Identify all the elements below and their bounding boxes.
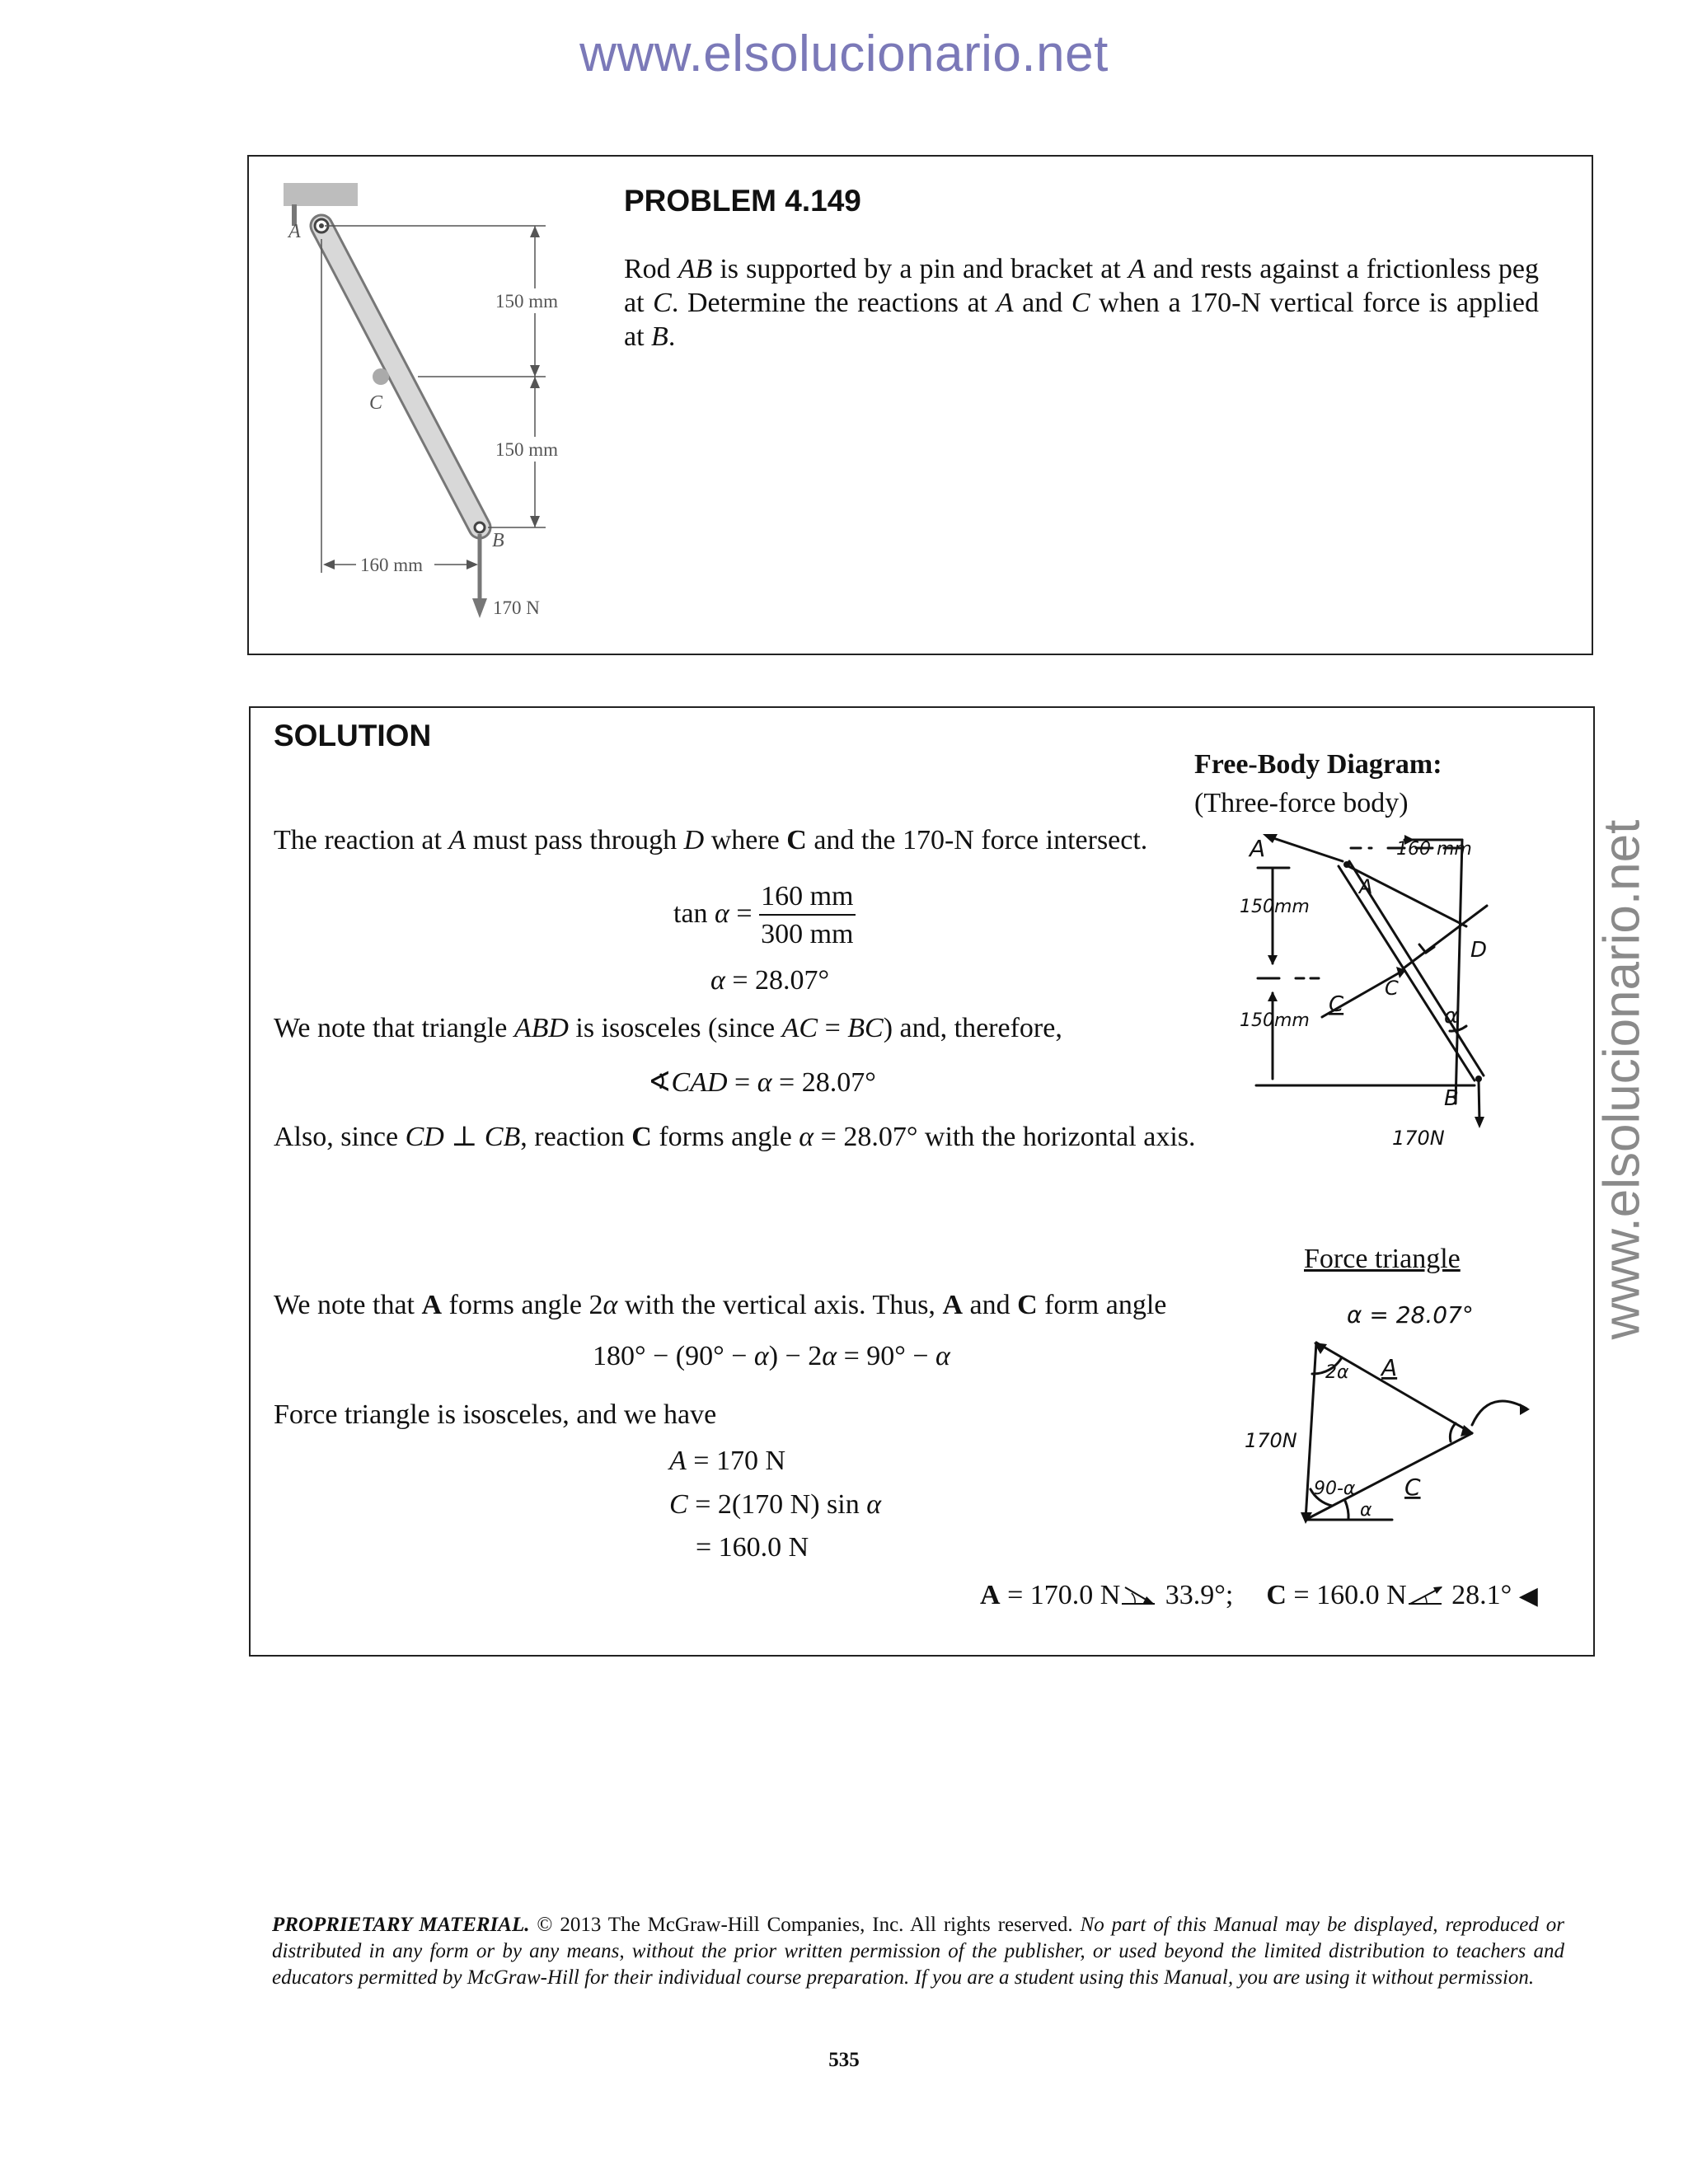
cad-equation: ∢CAD = α = 28.07°: [648, 1067, 876, 1098]
pin-b: [475, 523, 485, 532]
solution-line-4: We note that A forms angle 2α with the vertical axis. Thus, A and C form angle: [274, 1290, 1167, 1320]
fbd-label-alpha: α: [1444, 1004, 1459, 1029]
result-c-value: = 160.0 N: [696, 1532, 809, 1563]
problem-figure: [249, 157, 595, 651]
fbd-dim-150-upper: 150mm: [1240, 897, 1310, 917]
fbd-label-c-inner: C: [1385, 977, 1399, 1000]
label-c: C: [369, 392, 383, 414]
fbd-label-b: B: [1444, 1086, 1459, 1111]
answer-marker: ◀: [1518, 1582, 1538, 1610]
problem-title: PROBLEM 4.149: [624, 184, 861, 218]
dim-horizontal: 160 mm: [360, 555, 424, 575]
problem-box: [247, 155, 1593, 655]
alpha-value: α = 28.07°: [710, 965, 830, 996]
fbd-label-d: D: [1470, 938, 1488, 963]
fbd-label-a-outer: A: [1250, 835, 1266, 862]
label-b: B: [492, 530, 504, 551]
solution-box: [249, 706, 1595, 1657]
fbd-label-c-outer: C: [1329, 992, 1344, 1017]
triangle-label-c: C: [1404, 1474, 1421, 1501]
triangle-ninety-minus: 90-α: [1314, 1479, 1356, 1499]
fbd-force-label: 170N: [1392, 1127, 1445, 1150]
watermark-side: www.elsolucionario.net: [1593, 819, 1651, 1340]
angle-equation: 180° − (90° − α) − 2α = 90° − α: [593, 1341, 950, 1371]
angle-down-icon: [1120, 1582, 1158, 1607]
page-number: 535: [828, 2049, 860, 2071]
triangle-label-a: A: [1381, 1354, 1398, 1381]
solution-line-2: We note that triangle ABD is isosceles (since AC = BC) and, therefore,: [274, 1013, 1062, 1043]
force-label: 170 N: [493, 598, 540, 618]
label-a: A: [288, 221, 301, 242]
solution-line-3: Also, since CD ⊥ CB, reaction C forms angle α = 28.07° with the horizontal axis.: [274, 1122, 1196, 1152]
dim-lower: 150 mm: [495, 439, 559, 460]
fbd-dim-150-lower: 150mm: [1240, 1010, 1310, 1031]
fbd-title: Free-Body Diagram:: [1194, 749, 1442, 780]
result-c-formula: C = 2(170 N) sin α: [669, 1489, 882, 1520]
angle-up-icon: [1407, 1582, 1445, 1607]
triangle-alpha-value: α = 28.07°: [1347, 1301, 1474, 1329]
solution-line-1: The reaction at A must pass through D where C and the 170-N force intersect.: [274, 825, 1148, 855]
tan-fraction: $\frac{160 mm}{300 mm}$: [761, 881, 854, 949]
problem-statement: Rod AB is supported by a pin and bracket at A and rests against a frictionless peg at C. Determine the reactions at A and C when a 170-N vertical force is applied at B.: [624, 254, 1540, 352]
final-answer: A = 170.0 N 33.9°; C = 160.0 N 28.1° ◀: [980, 1580, 1538, 1610]
watermark-top: www.elsolucionario.net: [579, 26, 1109, 82]
dim-upper: 150 mm: [495, 291, 559, 312]
support-bracket: [284, 183, 358, 206]
force-triangle-title: Force triangle: [1304, 1244, 1461, 1274]
force-arrow: [472, 598, 487, 618]
result-a: A = 170 N: [669, 1446, 786, 1476]
triangle-alpha: α: [1360, 1500, 1372, 1521]
force-triangle-diagram: [1240, 1285, 1553, 1573]
triangle-two-alpha: 2α: [1325, 1362, 1349, 1383]
tan-equation: tan α = $\frac{160 mm}{300 mm}$: [673, 881, 854, 949]
fbd-label-a-inner: A: [1359, 875, 1373, 898]
peg-c: [373, 368, 389, 385]
solution-title: SOLUTION: [274, 719, 432, 752]
triangle-force-label: 170N: [1245, 1429, 1297, 1452]
fbd-subtitle: (Three-force body): [1194, 788, 1409, 818]
copyright-footer: PROPRIETARY MATERIAL. © 2013 The McGraw-Hill Companies, Inc. All rights reserved. No part of this Manual may be displayed, reproduced or distributed in any form or by any means, without the prior written permission of the publisher, or used beyond the limited distribution to teachers and educators permitted by McGraw-Hill for their individual course preparation. If you are a student using this Manual, you are using it without permission.: [272, 1914, 1564, 1989]
solution-line-5: Force triangle is isosceles, and we have: [274, 1399, 717, 1430]
fbd-dim-top: 160 mm: [1396, 839, 1472, 860]
free-body-diagram: [1240, 832, 1536, 1150]
